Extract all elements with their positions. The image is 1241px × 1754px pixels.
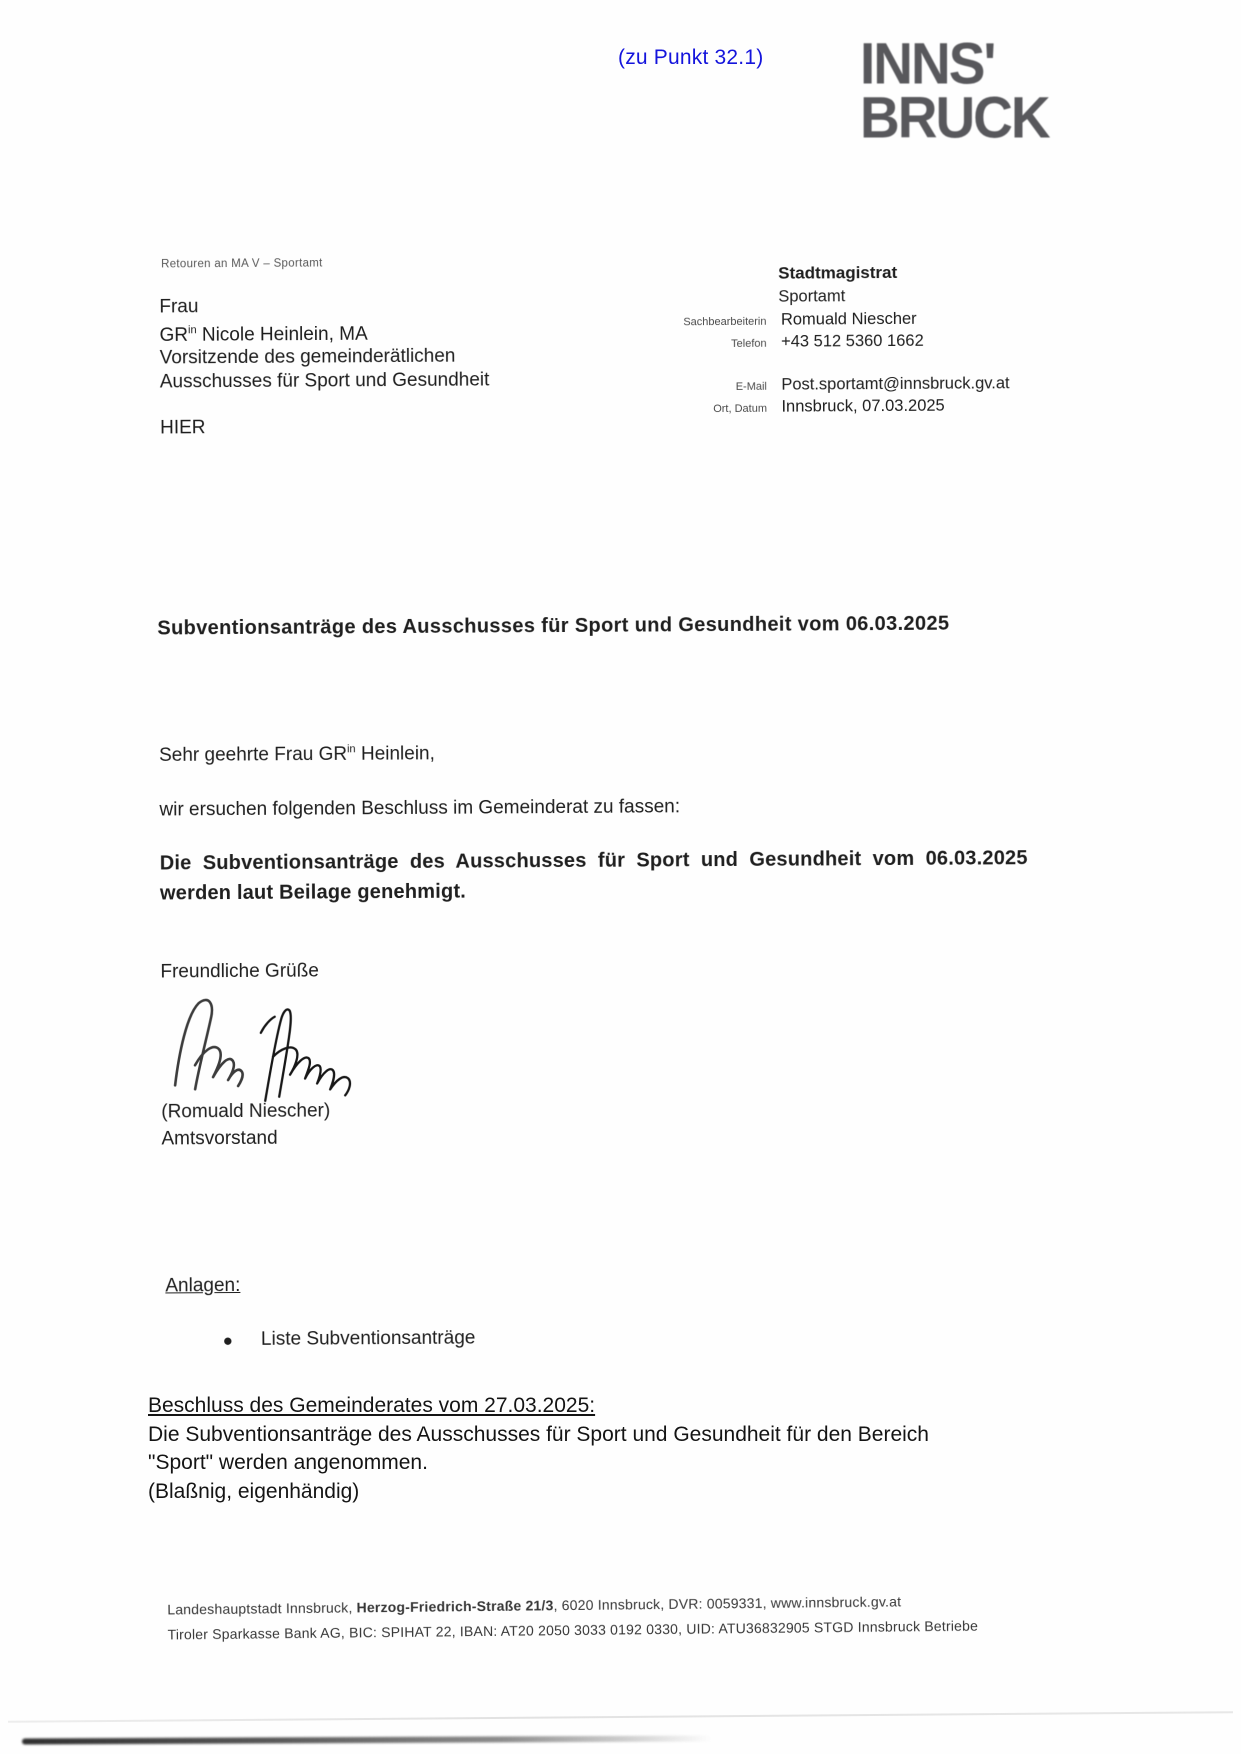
recipient-salutation: Frau bbox=[159, 296, 199, 318]
agenda-point-annotation: (zu Punkt 32.1) bbox=[618, 46, 764, 69]
contact-label-date: Ort, Datum bbox=[713, 402, 768, 416]
logo-line-1: INNS' bbox=[860, 30, 995, 97]
contact-row-clerk bbox=[588, 309, 1108, 331]
contact-value-phone: +43 512 5360 1662 bbox=[780, 331, 924, 351]
bullet-icon: ● bbox=[222, 1330, 234, 1350]
footer-line-2: Tiroler Sparkasse Bank AG, BIC: SPIHAT 22, IBAN: AT20 2050 3033 0192 0330, UID: ATU36832905 STGD Innsbruck Betriebe bbox=[167, 1617, 979, 1643]
resolution-line1: Die Subventionsanträge des Ausschusses für Sport und Gesundheit vom 06.03.2025 bbox=[159, 847, 1028, 875]
contact-value-clerk: Romuald Niescher bbox=[780, 309, 917, 329]
council-resolution-line1: Die Subventionsanträge des Ausschusses für Sport und Gesundheit für den Bereich bbox=[148, 1422, 929, 1446]
contact-block bbox=[588, 262, 1109, 418]
signer-title: Amtsvorstand bbox=[161, 1127, 278, 1150]
closing-greeting: Freundliche Grüße bbox=[160, 960, 319, 983]
subject-line: Subventionsanträge des Ausschusses für Sport und Gesundheit vom 06.03.2025 bbox=[157, 612, 950, 640]
recipient-block bbox=[159, 293, 489, 393]
signer-name: (Romuald Niescher) bbox=[161, 1100, 331, 1123]
letter-footer bbox=[167, 1593, 978, 1643]
contact-row-email bbox=[589, 374, 1109, 396]
contact-label-clerk: Sachbearbeiterin bbox=[683, 315, 767, 329]
attachment-label: Liste Subventionsanträge bbox=[260, 1327, 476, 1350]
superscript-in: in bbox=[187, 323, 197, 336]
contact-label-email: E-Mail bbox=[735, 380, 767, 393]
logo-line-2: BRUCK bbox=[860, 84, 1049, 151]
recipient-role-line1: Vorsitzende des gemeinderätlichen bbox=[159, 345, 456, 369]
recipient-role-line2: Ausschusses für Sport und Gesundheit bbox=[159, 369, 490, 393]
footer-address-bold: Herzog-Friedrich-Straße 21/3 bbox=[356, 1597, 554, 1616]
contact-row-phone bbox=[589, 331, 1109, 353]
recipient-place: HIER bbox=[160, 417, 206, 439]
recipient-name: $GR^{in}$ Nicole Heinlein, MA bbox=[159, 323, 368, 346]
attachments-heading: Anlagen: bbox=[165, 1274, 241, 1297]
superscript-in: in bbox=[347, 743, 356, 756]
contact-label-phone: Telefon bbox=[731, 337, 767, 350]
council-resolution-line3: (Blaßnig, eigenhändig) bbox=[148, 1479, 360, 1503]
contact-dept: Sportamt bbox=[778, 287, 846, 306]
contact-value-date: Innsbruck, 07.03.2025 bbox=[781, 396, 945, 416]
resolution-line2: werden laut Beilage genehmigt. bbox=[159, 880, 467, 905]
return-address-line: Retouren an MA V – Sportamt bbox=[161, 257, 323, 271]
contact-value-email: Post.sportamt@innsbruck.gv.at bbox=[781, 374, 1010, 394]
contact-row-date bbox=[589, 396, 1109, 418]
resolution-paragraph bbox=[160, 847, 1028, 905]
handwritten-signature bbox=[169, 992, 360, 1105]
letter-salutation: Sehr geehrte Frau $GR^{in}$ Heinlein, bbox=[159, 743, 435, 766]
council-resolution-line2: "Sport" werden angenommen. bbox=[148, 1451, 428, 1474]
council-resolution-heading: Beschluss des Gemeinderates vom 27.03.2025: bbox=[148, 1394, 596, 1417]
council-resolution-block bbox=[148, 1392, 1158, 1506]
footer-line-1: Landeshauptstadt Innsbruck, Herzog-Friedrich-Straße 21/3, 6020 Innsbruck, DVR: 0059331, www.innsbruck.gv.at bbox=[167, 1593, 902, 1618]
contact-org: Stadtmagistrat bbox=[778, 262, 898, 283]
attachment-item bbox=[223, 1328, 476, 1352]
request-sentence: wir ersuchen folgenden Beschluss im Gemeinderat zu fassen: bbox=[159, 796, 681, 821]
